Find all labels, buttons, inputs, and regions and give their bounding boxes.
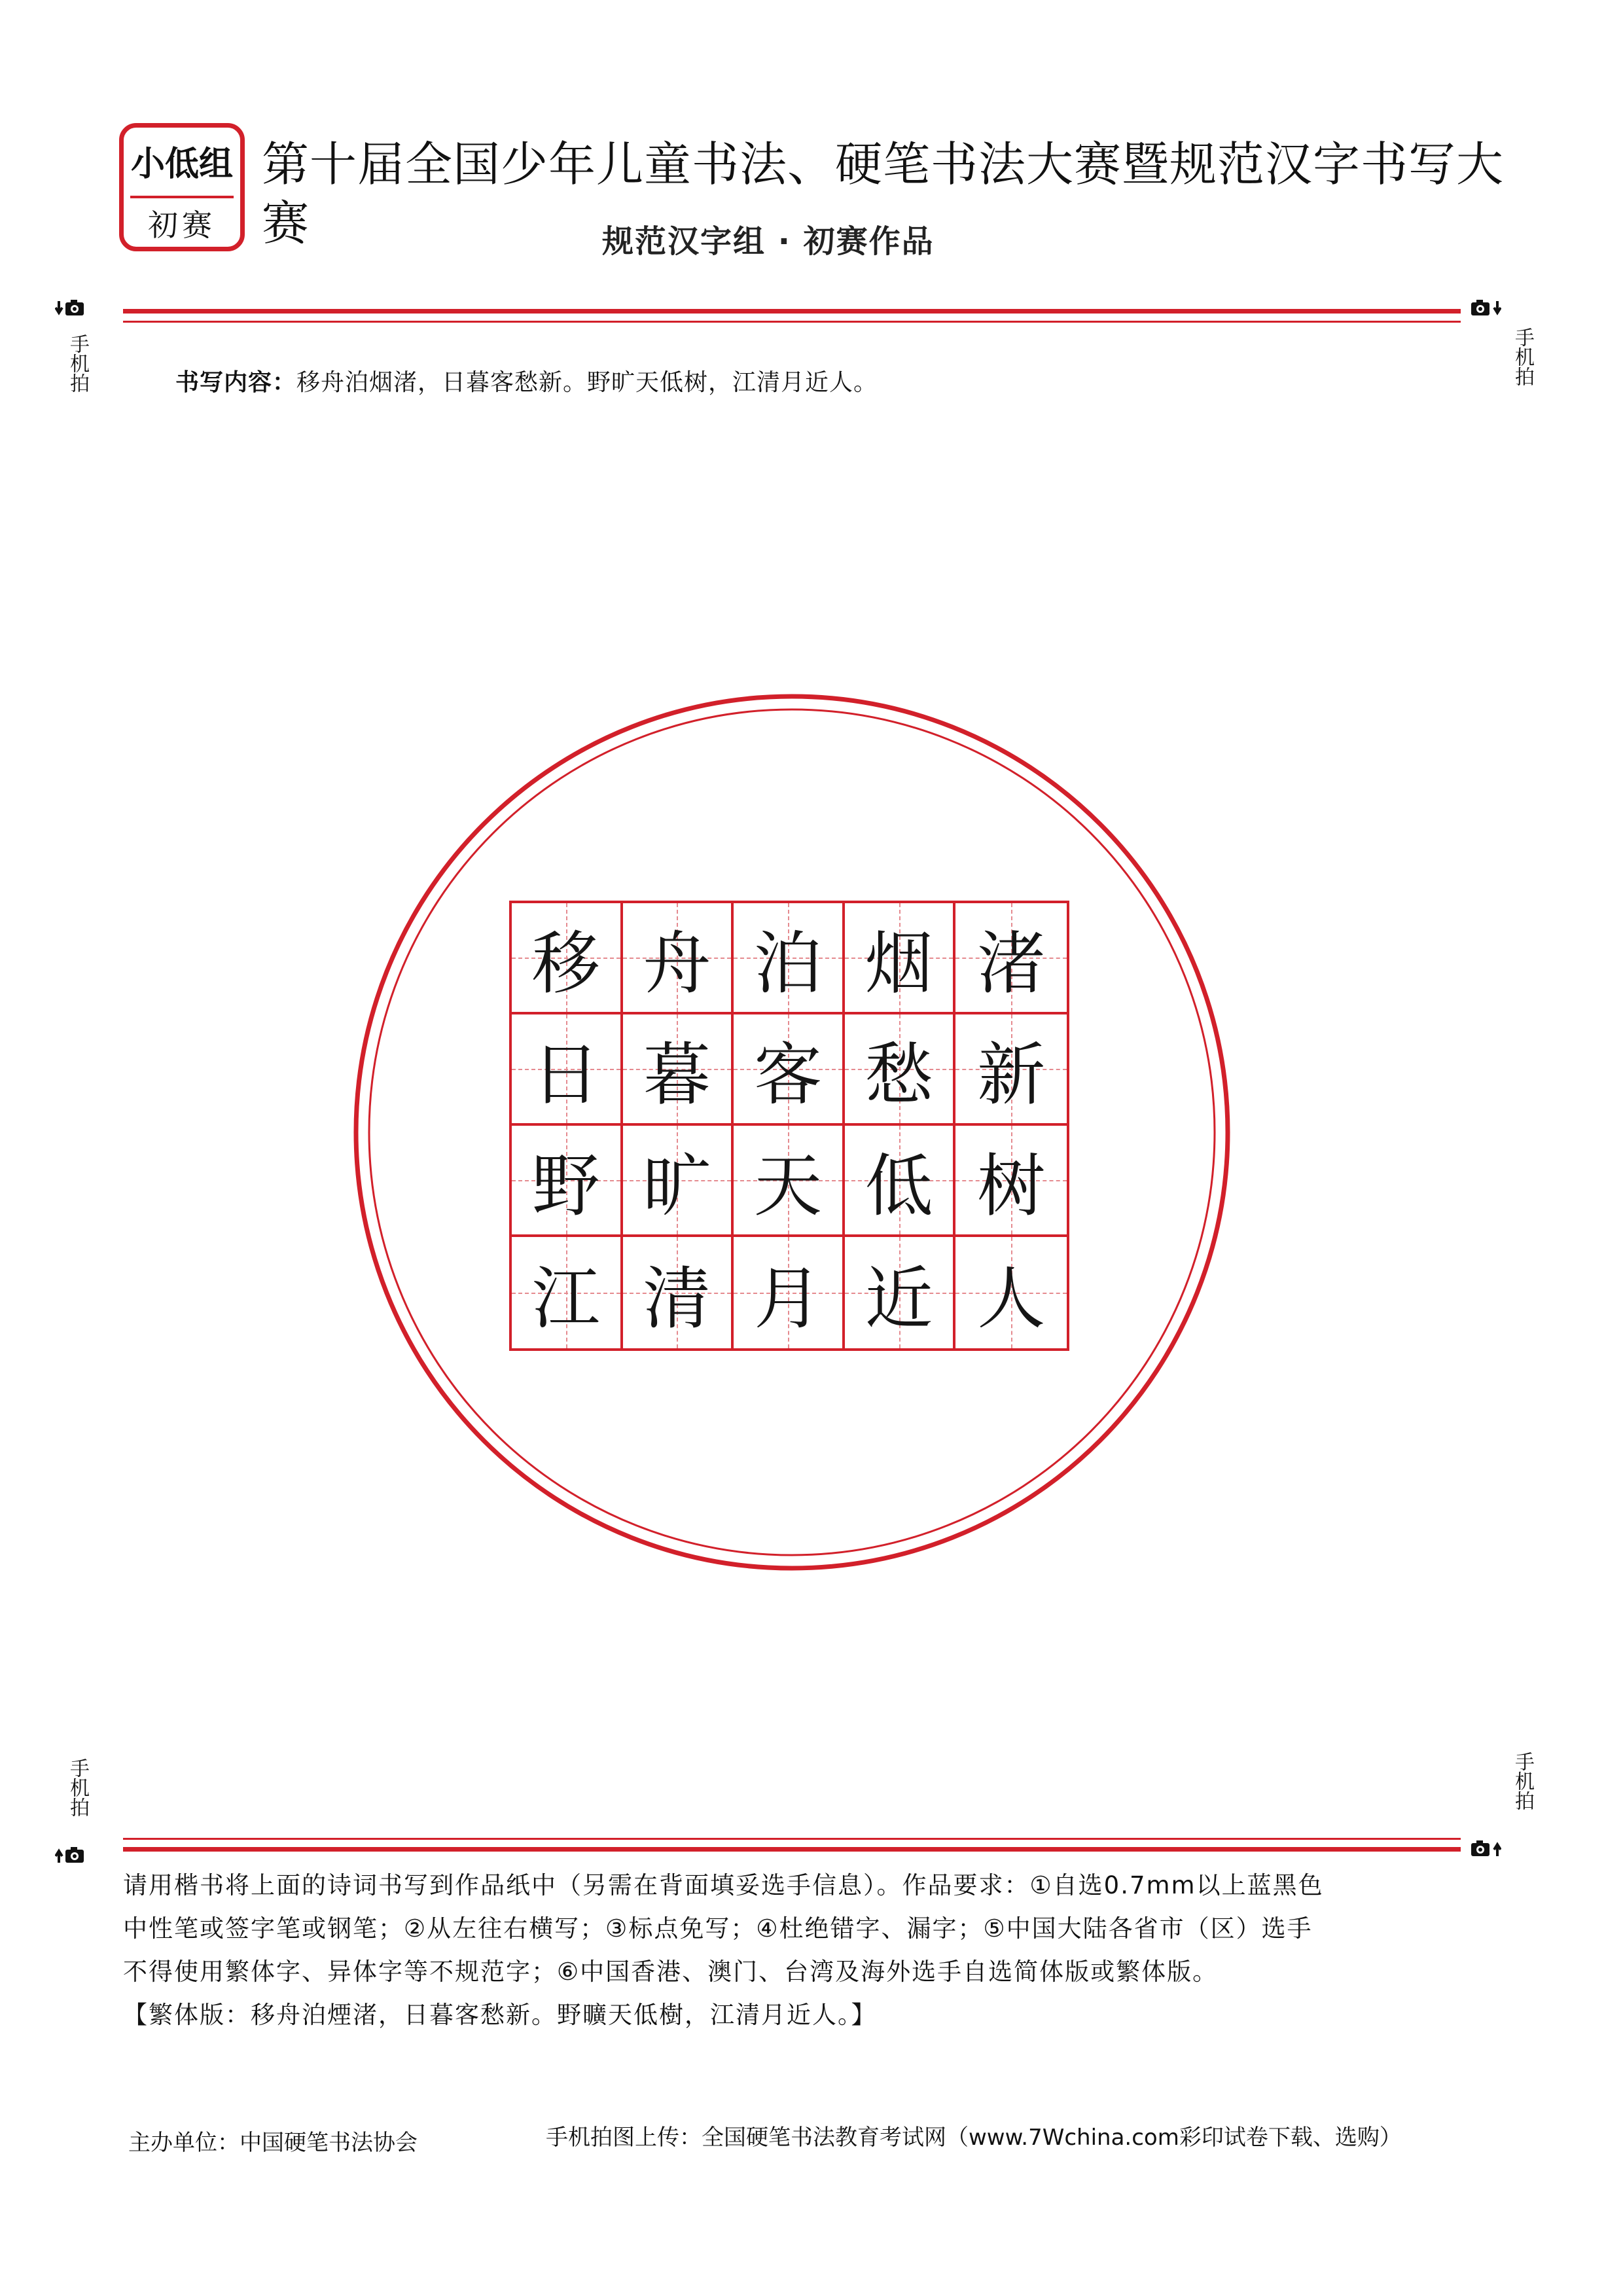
camera-down-arrow-icon: [55, 298, 86, 318]
top-left-photo-label: 手机拍: [66, 334, 89, 393]
grid-character: 移: [531, 924, 600, 1003]
instructions-line: 不得使用繁体字、异体字等不规范字；⑥中国香港、澳门、台湾及海外选手自选简体版或繁体版。: [123, 1958, 1219, 1986]
writing-content-text: 移舟泊烟渚，日暮客愁新。野旷天低树，江清月近人。: [296, 369, 878, 396]
top-left-camera-marker: [55, 298, 86, 321]
grid-cell: [845, 1126, 956, 1237]
grid-character: 树: [977, 1146, 1046, 1226]
badge-divider: [130, 196, 234, 198]
bottom-right-camera-marker: [1470, 1839, 1501, 1861]
footer-upload-info: 手机拍图上传：全国硬笔书法教育考试网（www.7Wchina.com彩印试卷下载、选购）: [546, 2125, 1402, 2151]
top-right-camera-marker: [1470, 298, 1501, 321]
grid-cell: [734, 903, 845, 1014]
grid-character: 客: [753, 1035, 822, 1115]
grid-character: 日: [531, 1035, 600, 1115]
bottom-left-photo-label: 手机拍: [66, 1758, 89, 1817]
grid-cell: [955, 1237, 1067, 1348]
top-right-photo-label: 手机拍: [1511, 327, 1534, 386]
bottom-left-camera-marker: [55, 1846, 86, 1868]
instructions-line: 中性笔或签字笔或钢笔；②从左往右横写；③标点免写；④杜绝错字、漏字；⑤中国大陆各省市（区）选手: [123, 1914, 1313, 1943]
grid-cell: [955, 1014, 1067, 1126]
grid-cell: [734, 1126, 845, 1237]
grid-cell: [845, 1014, 956, 1126]
grid-cell: [512, 1237, 623, 1348]
page-subtitle: 规范汉字组 · 初赛作品: [602, 223, 935, 260]
grid-character: 旷: [643, 1146, 711, 1226]
top-border-thin: [123, 321, 1461, 323]
grid-character: 月: [753, 1259, 822, 1338]
bottom-border-thick: [123, 1847, 1461, 1852]
bottom-border-thin: [123, 1838, 1461, 1840]
grid-character: 新: [977, 1035, 1046, 1115]
grid-cell: [845, 903, 956, 1014]
grid-character: 烟: [865, 924, 933, 1003]
footer-organizer: 主办单位：中国硬笔书法协会: [128, 2130, 418, 2156]
grid-character: 舟: [643, 924, 711, 1003]
instructions-traditional-line: 【繁体版：移舟泊煙渚，日暮客愁新。野曠天低樹，江清月近人。】: [123, 2001, 877, 2029]
badge-stage-label: 初赛: [148, 207, 216, 243]
grid-cell: [623, 1014, 734, 1126]
grid-character: 江: [531, 1259, 600, 1338]
camera-up-arrow-icon: [1470, 1839, 1501, 1859]
grid-cell: [955, 903, 1067, 1014]
bottom-right-photo-label: 手机拍: [1511, 1751, 1534, 1810]
grid-character: 渚: [977, 924, 1046, 1003]
top-border-thick: [123, 309, 1461, 314]
badge-group-label: 小低组: [130, 144, 233, 184]
camera-down-arrow-icon: [1470, 298, 1501, 318]
grid-character: 愁: [865, 1035, 933, 1115]
grid-character: 清: [643, 1259, 711, 1338]
grid-cell: [955, 1126, 1067, 1237]
grid-cell: [623, 903, 734, 1014]
grid-cell: [734, 1014, 845, 1126]
group-badge: [119, 123, 245, 251]
writing-content-label: 书写内容：: [175, 369, 297, 396]
writing-grid: [509, 901, 1069, 1351]
instructions-line: 请用楷书将上面的诗词书写到作品纸中（另需在背面填妥选手信息）。作品要求：①自选0.7mm以上蓝黑色: [123, 1871, 1324, 1899]
grid-cell: [623, 1126, 734, 1237]
writing-content-line: [175, 364, 878, 397]
grid-character: 暮: [643, 1035, 711, 1115]
grid-character: 天: [753, 1146, 822, 1226]
grid-character: 野: [531, 1146, 600, 1226]
page-title: 第十届全国少年儿童书法、硬笔书法大赛暨规范汉字书写大赛: [262, 137, 1505, 251]
grid-cell: [512, 1126, 623, 1237]
camera-up-arrow-icon: [55, 1846, 86, 1865]
grid-cell: [734, 1237, 845, 1348]
grid-cell: [512, 1014, 623, 1126]
instructions-block: [123, 1864, 1497, 2037]
grid-character: 低: [865, 1146, 933, 1226]
grid-cell: [512, 903, 623, 1014]
grid-cell: [845, 1237, 956, 1348]
grid-character: 近: [865, 1259, 933, 1338]
grid-cell: [623, 1237, 734, 1348]
grid-character: 泊: [753, 924, 822, 1003]
grid-character: 人: [977, 1259, 1046, 1338]
